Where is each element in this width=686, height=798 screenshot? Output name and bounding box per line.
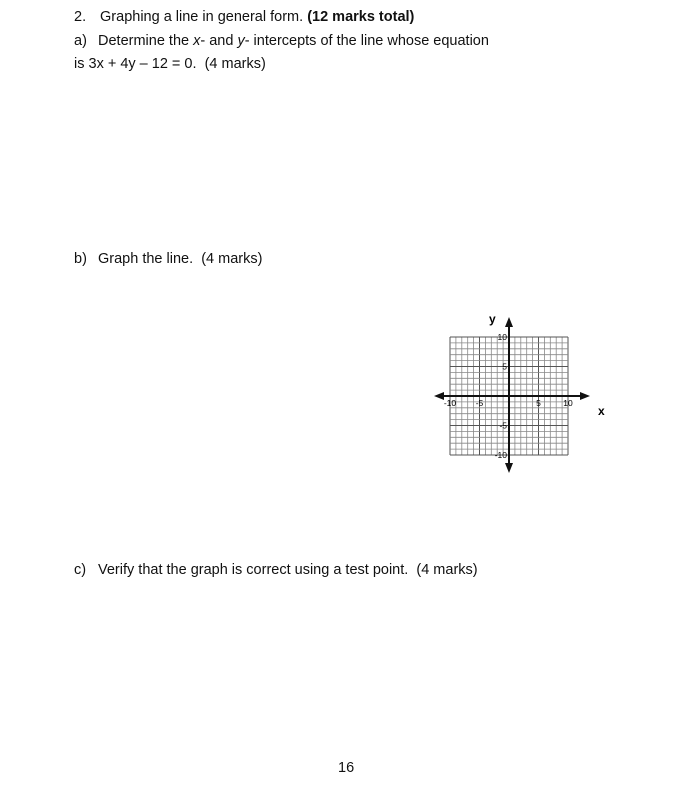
question-title-text: Graphing a line in general form. xyxy=(100,9,304,25)
part-c-marks: (4 marks) xyxy=(416,562,478,578)
question-number: 2. xyxy=(74,9,87,25)
x-axis-arrow-left-icon xyxy=(434,392,444,400)
part-b-line xyxy=(74,251,262,267)
part-a-line-2 xyxy=(74,56,266,72)
part-c-label: c) xyxy=(74,562,87,578)
x-tick-label: 5 xyxy=(536,398,541,408)
part-a-marks: (4 marks) xyxy=(204,56,266,72)
x-tick-label: -5 xyxy=(475,398,484,408)
part-b-text: Graph the line. xyxy=(98,251,194,267)
y-axis-arrow-up-icon xyxy=(505,317,513,327)
question-title xyxy=(74,9,414,25)
part-a-equation: 3x + 4y – 12 = 0. xyxy=(88,56,197,72)
part-a-y-var: y xyxy=(237,33,245,49)
question-total-marks: (12 marks total) xyxy=(307,9,415,25)
page-number: 16 xyxy=(338,760,355,776)
part-a-text-before-x: Determine the xyxy=(98,33,194,49)
part-b-marks: (4 marks) xyxy=(201,251,263,267)
x-tick-label: -10 xyxy=(443,398,457,408)
x-tick-label: 10 xyxy=(563,398,573,408)
part-a-label: a) xyxy=(74,33,87,49)
y-axis-label: y xyxy=(489,312,496,326)
part-c-line xyxy=(74,562,478,578)
coordinate-grid[interactable] xyxy=(350,236,670,546)
part-a-x-var: x xyxy=(193,33,201,49)
part-b-label: b) xyxy=(74,251,87,267)
part-a-text-mid: - and xyxy=(200,33,238,49)
part-a-line2-prefix: is xyxy=(74,56,89,72)
part-c-text: Verify that the graph is correct using a test point. xyxy=(98,562,409,578)
part-a-text-after-y: - intercepts of the line whose equation xyxy=(244,33,489,49)
y-axis-arrow-down-icon xyxy=(505,463,513,473)
part-a-line-1 xyxy=(74,33,489,49)
x-axis-label: x xyxy=(598,404,605,418)
x-axis-arrow-right-icon xyxy=(580,392,590,400)
y-tick-label: 5 xyxy=(502,361,507,372)
y-tick-label: -10 xyxy=(494,450,507,460)
y-tick-label: 10 xyxy=(497,332,507,342)
y-tick-label: -5 xyxy=(499,420,507,431)
